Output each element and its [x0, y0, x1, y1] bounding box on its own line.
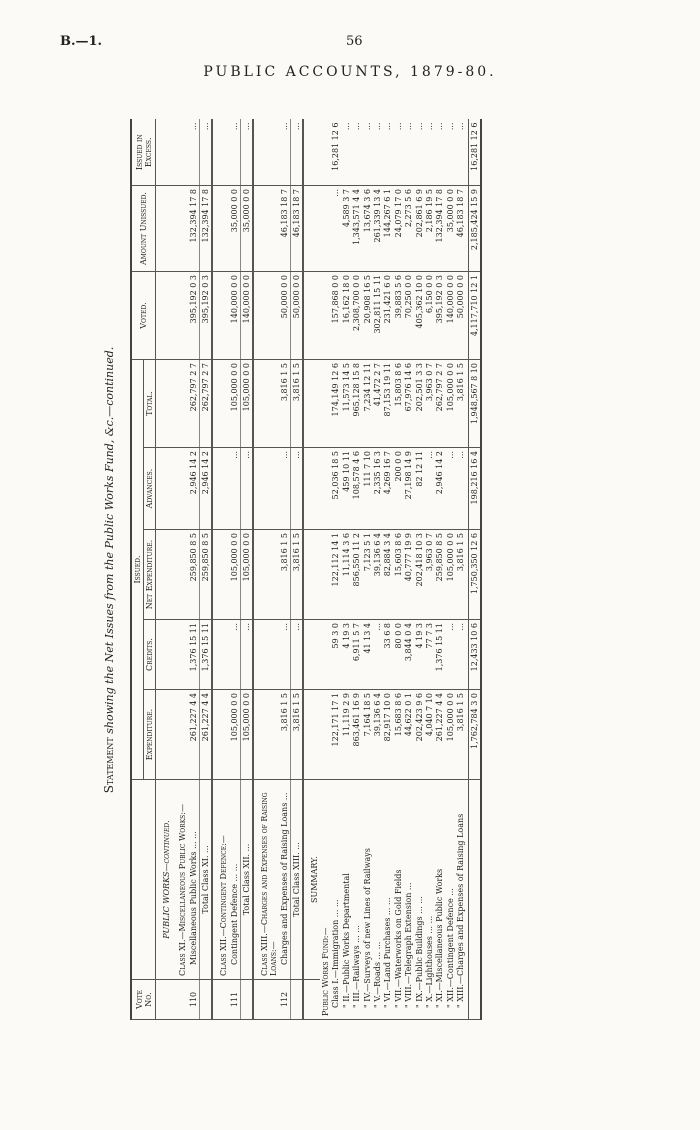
- summary-cell: ...: [414, 122, 424, 131]
- summary-cell: 77 7 3: [425, 623, 435, 649]
- summary-cell: 15,603 8 6: [393, 533, 403, 577]
- summary-cell: ...: [331, 189, 341, 197]
- summary-cell: ...: [393, 122, 403, 131]
- summary-labels: [320, 780, 468, 1020]
- summary-cell: ...: [373, 122, 383, 131]
- excess-cell: ...: [188, 120, 200, 186]
- summary-cell: 202,418 10 3: [414, 533, 424, 587]
- item-label: Miscellaneous Public Works ... ...: [188, 780, 200, 980]
- grand-total-row: [468, 120, 481, 1020]
- summary-cell: ...: [362, 122, 372, 131]
- summary-cell: 39,136 6 4: [373, 533, 383, 577]
- summary-row-label: " VII.—Waterworks on Gold Fields: [393, 869, 403, 1008]
- summary-cell: 122,171 17 1: [331, 693, 341, 747]
- summary-cell: 3,816 1 5: [456, 533, 466, 572]
- summary-cell: ...: [341, 122, 351, 131]
- summary-cell: 6,911 5 7: [352, 623, 362, 662]
- summary-cell: 3,963 0 7: [425, 533, 435, 572]
- summary-excess: [320, 120, 468, 186]
- summary-cell: ...: [456, 623, 466, 631]
- summary-cell: 82,884 3 4: [383, 533, 393, 577]
- class-heading: Class XIII.—Charges and Expenses of Raising Loans:—: [253, 780, 279, 980]
- summary-cell: 41,472 2 7: [373, 363, 383, 407]
- statement-caption-lead: Statement: [102, 737, 116, 794]
- col-voted: Voted.: [131, 272, 156, 360]
- vote-number: 111: [229, 980, 241, 1020]
- item-label: Charges and Expenses of Raising Loans ...: [279, 780, 291, 980]
- summary-row-label: " XIII.—Charges and Expenses of Raising Loans: [456, 813, 466, 1008]
- summary-cell: 4,040 7 10: [425, 693, 435, 737]
- summary-cell: 44,622 0 1: [404, 693, 414, 737]
- class-total-row: Total Class XI. ... 261,227 4 4 1,376 15 11 259,850 8 5 2,946 14 2 262,797 2 7 395,192 0 3 132,394 17 8 ...: [200, 120, 213, 1020]
- summary-cell: ...: [373, 623, 383, 631]
- summary-cell: 302,811 15 11: [373, 275, 383, 334]
- col-amount-unissued: Amount Unissued.: [131, 186, 156, 272]
- summary-heading: SUMMARY.: [303, 780, 320, 980]
- summary-cell: 122,112 14 1: [331, 533, 341, 587]
- col-expenditure: Expenditure.: [144, 690, 156, 780]
- summary-total: [320, 360, 468, 448]
- summary-cell: 259,850 8 5: [435, 533, 445, 582]
- summary-cell: 231,421 6 0: [383, 275, 393, 324]
- col-issued-in-excess: Issued in Excess.: [131, 120, 156, 186]
- summary-cell: 395,192 0 3: [435, 275, 445, 324]
- summary-cell: ...: [456, 451, 466, 459]
- summary-net-expenditure: [320, 530, 468, 620]
- summary-cell: 80 0 0: [393, 623, 403, 649]
- summary-cell: ...: [435, 122, 445, 131]
- summary-cell: 35,000 0 0: [445, 189, 455, 233]
- summary-cell: 3,816 1 5: [456, 693, 466, 732]
- summary-cell: 2,946 14 2: [435, 451, 445, 495]
- summary-cell: ...: [456, 122, 466, 131]
- summary-cell: 202,501 3 3: [414, 363, 424, 412]
- col-description: [131, 780, 156, 980]
- summary-cell: 261,339 13 4: [373, 189, 383, 243]
- summary-cell: 27,198 14 9: [404, 451, 414, 500]
- summary-cell: 105,000 0 0: [445, 693, 455, 742]
- summary-cell: 7,164 18 5: [362, 693, 372, 737]
- grand-total-credits: 12,433 10 6: [468, 620, 481, 690]
- advances-cell: 2,946 14 2: [188, 448, 200, 530]
- summary-cell: 7,123 5 1: [362, 533, 372, 572]
- summary-row-label: " XII.—Contingent Defence ...: [445, 888, 455, 1008]
- summary-cell: 202,861 6 9: [414, 189, 424, 238]
- summary-row-label: " X.—Lighthouses ... ...: [425, 915, 435, 1008]
- summary-cell: 67,976 14 6: [404, 363, 414, 412]
- summary-cell: 405,362 10 0: [414, 275, 424, 329]
- class-total-label: Total Class XII. ...: [241, 780, 254, 980]
- class-total-label: Total Class XI. ...: [200, 780, 213, 980]
- summary-cell: ...: [352, 122, 362, 131]
- summary-cell: 105,000 0 0: [445, 363, 455, 412]
- summary-cell: 15,803 8 6: [393, 363, 403, 407]
- summary-cell: 200 0 0: [393, 451, 403, 482]
- summary-cell: 4,589 3 7: [341, 189, 351, 228]
- summary-cell: 157,868 0 0: [331, 275, 341, 324]
- summary-cell: 11,573 14 5: [341, 363, 351, 412]
- summary-cell: ...: [425, 451, 435, 459]
- summary-cell: 20,908 16 5: [362, 275, 372, 324]
- summary-cell: 87,153 19 11: [383, 363, 393, 417]
- summary-cell: 2,335 16 3: [373, 451, 383, 495]
- summary-advances: [320, 448, 468, 530]
- summary-cell: 39,136 6 4: [373, 693, 383, 737]
- summary-cell: 16,162 18 0: [341, 275, 351, 324]
- summary-cell: ...: [445, 451, 455, 459]
- summary-cell: 40,777 19 9: [404, 533, 414, 582]
- summary-cell: 6,150 0 0: [425, 275, 435, 314]
- summary-cell: 3,816 1 5: [456, 363, 466, 402]
- summary-row-label: " V.—Roads ... ...: [373, 941, 383, 1008]
- summary-row-label: " VI.—Land Purchases ... ...: [383, 897, 393, 1008]
- summary-cell: 11,114 3 6: [341, 533, 351, 577]
- summary-cell: 82,917 10 0: [383, 693, 393, 742]
- summary-cell: 50,000 0 0: [456, 275, 466, 319]
- summary-cell: 202,423 9 6: [414, 693, 424, 742]
- col-vote-no: Vote No.: [131, 980, 156, 1020]
- expenditure-cell: 261,227 4 4: [188, 690, 200, 780]
- class-heading-row: [212, 120, 229, 1020]
- grand-total-total: 1,948,567 8 10: [468, 360, 481, 448]
- summary-cell: 140,000 0 0: [445, 275, 455, 324]
- summary-cell: 108,578 4 6: [352, 451, 362, 500]
- class-heading: Class XI.—Miscellaneous Public Works:—: [172, 780, 188, 980]
- summary-row-label: " IX.—Public Buildings ... ...: [414, 896, 424, 1008]
- statement-caption-text: showing the Net Issues from the Public Works Fund, &c.—continued.: [103, 346, 116, 734]
- summary-cell: 7,234 12 11: [362, 363, 372, 412]
- summary-cell: 33 6 8: [383, 623, 393, 649]
- summary-row-label: " III.—Railways ... ...: [352, 925, 362, 1008]
- summary-cell: 105,000 0 0: [445, 533, 455, 582]
- grand-total-excess: 16,281 12 6: [468, 120, 481, 186]
- col-credits: Credits.: [144, 620, 156, 690]
- summary-heading-row: [303, 120, 320, 1020]
- summary-cell: 2,273 5 6: [404, 189, 414, 228]
- section-heading: PUBLIC WORKS—continued.: [156, 780, 173, 980]
- class-total-label: Total Class XIII. ...: [291, 780, 304, 980]
- class-heading: Class XII.—Contingent Defence:—: [212, 780, 229, 980]
- statement-caption: [102, 120, 116, 1020]
- summary-cell: 4 19 3: [341, 623, 351, 649]
- summary-cell: 262,797 2 7: [435, 363, 445, 412]
- total-cell: 262,797 2 7: [188, 360, 200, 448]
- summary-row-label: " XI.—Miscellaneous Public Works: [435, 868, 445, 1008]
- fund-label: Public Works Fund:—: [321, 927, 330, 1016]
- class-heading-row: [253, 120, 279, 1020]
- net-expenditure-cell: 259,850 8 5: [188, 530, 200, 620]
- summary-cell: 41 13 4: [362, 623, 372, 654]
- summary-cell: 144,267 6 1: [383, 189, 393, 238]
- summary-cell: 16,281 12 6: [331, 122, 341, 171]
- summary-cell: 132,394 17 8: [435, 189, 445, 243]
- header-row-1: [131, 120, 144, 1020]
- summary-cell: 3,844 0 4: [404, 623, 414, 662]
- page-title: PUBLIC ACCOUNTS, 1879-80.: [203, 64, 497, 80]
- col-issued: Issued.: [131, 360, 144, 780]
- summary-expenditure: [320, 690, 468, 780]
- summary-cell: 4,269 16 7: [383, 451, 393, 495]
- summary-cell: 863,461 16 9: [352, 693, 362, 747]
- summary-cell: 11,119 2 9: [341, 693, 351, 737]
- class-total-row: Total Class XIII. ... 3,816 1 5 ... 3,816 1 5 ... 3,816 1 5 50,000 0 0 46,183 18 7 ...: [291, 120, 304, 1020]
- summary-cell: ...: [445, 122, 455, 131]
- table-row: 112 Charges and Expenses of Raising Loans ... 3,816 1 5 ... 3,816 1 5 ... 3,816 1 5 50,000 0 0 46,183 18 7 ...: [279, 120, 291, 1020]
- grand-total-net-expenditure: 1,750,350 12 6: [468, 530, 481, 620]
- summary-cell: 3,963 0 7: [425, 363, 435, 402]
- summary-row-label: " IV.—Surveys of new Lines of Railways: [362, 848, 372, 1008]
- summary-row-label: " II.—Public Works Departmental: [341, 873, 351, 1008]
- vote-number: 112: [279, 980, 291, 1020]
- summary-cell: 82 12 11: [414, 451, 424, 487]
- item-label: Contingent Defence ... ...: [229, 780, 241, 980]
- summary-cell: 46,183 18 7: [456, 189, 466, 238]
- summary-cell: 1,376 15 11: [435, 623, 445, 672]
- summary-unissued: [320, 186, 468, 272]
- summary-credits: [320, 620, 468, 690]
- grand-total-unissued: 2,185,424 15 9: [468, 186, 481, 272]
- rotated-statement: [102, 120, 660, 1020]
- summary-cell: 2,186 19 5: [425, 189, 435, 233]
- summary-row-label: Class I.—Immigration ... ...: [331, 899, 341, 1008]
- issues-table: [130, 120, 482, 1021]
- summary-voted: [320, 272, 468, 360]
- summary-cell: 1,343,571 4 4: [352, 189, 362, 245]
- col-net-expenditure: Net Expenditure.: [144, 530, 156, 620]
- summary-cell: ...: [425, 122, 435, 131]
- summary-cell: 24,079 17 0: [393, 189, 403, 238]
- summary-cell: 13,674 3 6: [362, 189, 372, 233]
- unissued-cell: 132,394 17 8: [188, 186, 200, 272]
- summary-cell: 174,149 12 6: [331, 363, 341, 417]
- grand-total-voted: 4,117,710 12 1: [468, 272, 481, 360]
- voted-cell: 395,192 0 3: [188, 272, 200, 360]
- col-advances: Advances.: [144, 448, 156, 530]
- summary-cell: 59 3 0: [331, 623, 341, 649]
- col-total: Total.: [144, 360, 156, 448]
- summary-cell: 70,250 0 0: [404, 275, 414, 319]
- summary-cell: 111 7 10: [362, 451, 372, 487]
- grand-total-advances: 198,216 16 4: [468, 448, 481, 530]
- summary-row-label: " VIII.—Telegraph Extension ...: [404, 882, 414, 1008]
- credits-cell: 1,376 15 11: [188, 620, 200, 690]
- summary-cell: 965,128 15 8: [352, 363, 362, 417]
- summary-cell: 856,550 11 2: [352, 533, 362, 587]
- grand-total-expenditure: 1,762,784 3 0: [468, 690, 481, 780]
- summary-cell: 2,308,700 0 0: [352, 275, 362, 331]
- summary-cell: 15,683 8 6: [393, 693, 403, 737]
- table-row: 111 Contingent Defence ... ... 105,000 0 0 ... 105,000 0 0 ... 105,000 0 0 140,000 0 0 35,000 0 0 ...: [229, 120, 241, 1020]
- summary-cell: 459 10 11: [341, 451, 351, 492]
- summary-cell: 261,227 4 4: [435, 693, 445, 742]
- summary-cell: 4 19 3: [414, 623, 424, 649]
- document-reference: B.—1.: [60, 34, 103, 49]
- summary-cell: ...: [404, 122, 414, 131]
- class-heading-row: [172, 120, 188, 1020]
- page-number: 56: [346, 34, 363, 49]
- section-heading-row: [156, 120, 173, 1020]
- class-total-row: Total Class XII. ... 105,000 0 0 ... 105,000 0 0 ... 105,000 0 0 140,000 0 0 35,000 0 0 ...: [241, 120, 254, 1020]
- table-row: [188, 120, 200, 1020]
- summary-cell: ...: [445, 623, 455, 631]
- summary-cell: 39,883 5 6: [393, 275, 403, 319]
- summary-body-row: [320, 120, 468, 1020]
- summary-cell: 52,036 18 5: [331, 451, 341, 500]
- vote-number: 110: [188, 980, 200, 1020]
- summary-cell: ...: [383, 122, 393, 131]
